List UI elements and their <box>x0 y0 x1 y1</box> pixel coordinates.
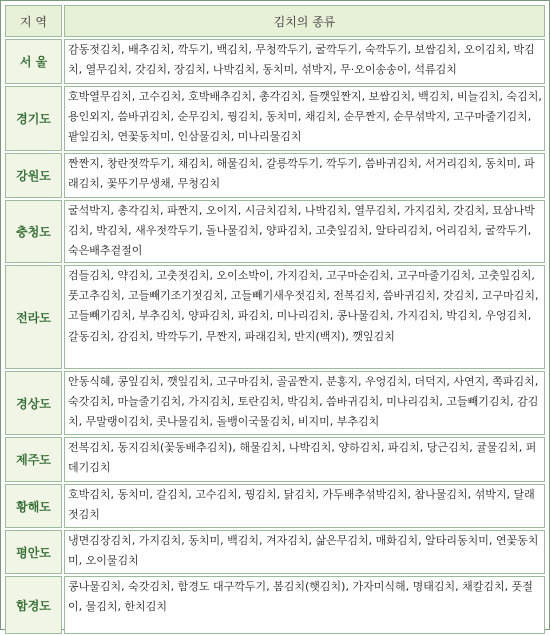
kimchi-list-cell: 호박열무김치, 고수김치, 호박배추김치, 총각김치, 들깻잎짠지, 보쌈김치, 백김치, 비늘김치, 숙김치, 용인외지, 씀바귀김치, 순무김치, 꿩김치, 동치미, 채김치, 순무짠지, 순무섞박지, 고구마줄기김치, 팥잎김치, 연꽃동치미, 인삼물김치, 미나리물김치 <box>64 86 545 151</box>
header-region: 지 역 <box>5 5 62 37</box>
kimchi-list-cell: 호박김치, 동치미, 갈김치, 고수김치, 꿩김치, 닭김치, 가두배추섞박김치, 참나물김치, 섞박지, 달래젓김치 <box>64 484 545 528</box>
kimchi-list-cell: 감동젓김치, 배추김치, 깍두기, 백김치, 무청깍두기, 굴깍두기, 숙깍두기, 보쌈김치, 오이김치, 박김치, 열무김치, 갓김치, 장김치, 나박김치, 동치미, 섞박지, 무·오이송송이, 석류김치 <box>64 39 545 84</box>
region-cell: 전라도 <box>5 265 62 369</box>
table-row <box>5 530 545 574</box>
region-cell: 함경도 <box>5 576 62 634</box>
region-cell: 경상도 <box>5 371 62 435</box>
kimchi-list-cell: 콩나물김치, 숙갓김치, 함경도 대구깍두기, 봄김치(햇김치), 가자미식해, 명태김치, 채칼김치, 풋절이, 물김치, 한치김치 <box>64 576 545 634</box>
region-cell: 강원도 <box>5 153 62 198</box>
region-cell: 제주도 <box>5 437 62 482</box>
kimchi-list-cell: 냉면김장김치, 가지김치, 동치미, 백김치, 겨자김치, 삶은무김치, 매화김치, 알타리동치미, 연꽃동치미, 오이물김치 <box>64 530 545 574</box>
table-row <box>5 200 545 263</box>
kimchi-list-cell: 전복김치, 동지김치(꽃동배추김치), 해물김치, 나박김치, 양하김치, 파김치, 당근김치, 귤물김치, 퍼데기김치 <box>64 437 545 482</box>
table-row <box>5 576 545 634</box>
table-row <box>5 265 545 369</box>
region-cell: 서 울 <box>5 39 62 84</box>
table-row <box>5 153 545 198</box>
region-cell: 평안도 <box>5 530 62 574</box>
region-cell: 황해도 <box>5 484 62 528</box>
table-row <box>5 484 545 528</box>
kimchi-list-cell: 짠짠지, 창란젓깍두기, 채김치, 해물김치, 갈릉깍두기, 깍두기, 씀바귀김치, 서거리김치, 동치미, 파래김치, 꽃뚜기무생채, 무청김치 <box>64 153 545 198</box>
kimchi-list-cell: 검들김치, 약김치, 고춧젓김치, 오이소박이, 가지김치, 고구마순김치, 고구마줄기김치, 고춧잎김치, 풋고추김치, 고들빼기조기젓김치, 고들빼기새우젓김치, 전복김치, 씀바귀김치, 갓김치, 고구마김치, 고들빼기김치, 부추김치, 양파김치, 파김치, 미나리김치, 콩나물김치, 가지김치, 박김치, 우엉김치, 갈동김치, 감김치, 박깍두기, 무짠지, 파래김치, 반지(백지), 깻잎김치 <box>64 265 545 369</box>
kimchi-list-cell: 굴석박지, 총각김치, 파짠지, 오이지, 시금치김치, 나박김치, 열무김치, 가지김치, 갓김치, 묘삼나박김치, 박김치, 새우젓깍두기, 돌나물김치, 양파김치, 고춧잎김치, 알타리김치, 어리김치, 굴깍두기, 숙은배추겉절이 <box>64 200 545 263</box>
header-kinds: 김치의 종류 <box>64 5 545 37</box>
header-row <box>5 5 545 37</box>
region-cell: 충청도 <box>5 200 62 263</box>
table-row <box>5 86 545 151</box>
region-cell: 경기도 <box>5 86 62 151</box>
table-row <box>5 39 545 84</box>
kimchi-regional-table <box>3 3 547 636</box>
kimchi-list-cell: 안동식혜, 콩잎김치, 깻잎김치, 고구마김치, 골곰짠지, 분홍지, 우엉김치, 더덕지, 사연지, 쪽파김치, 숙갓김치, 마늘줄기김치, 가지김치, 토란김치, 박김치, 씀바귀김치, 미나리김치, 고들빼기김치, 감김치, 무말랭이김치, 콧나물김치, 돌뱅이국물김치, 비지미, 부추김치 <box>64 371 545 435</box>
table-row <box>5 371 545 435</box>
table-row <box>5 437 545 482</box>
